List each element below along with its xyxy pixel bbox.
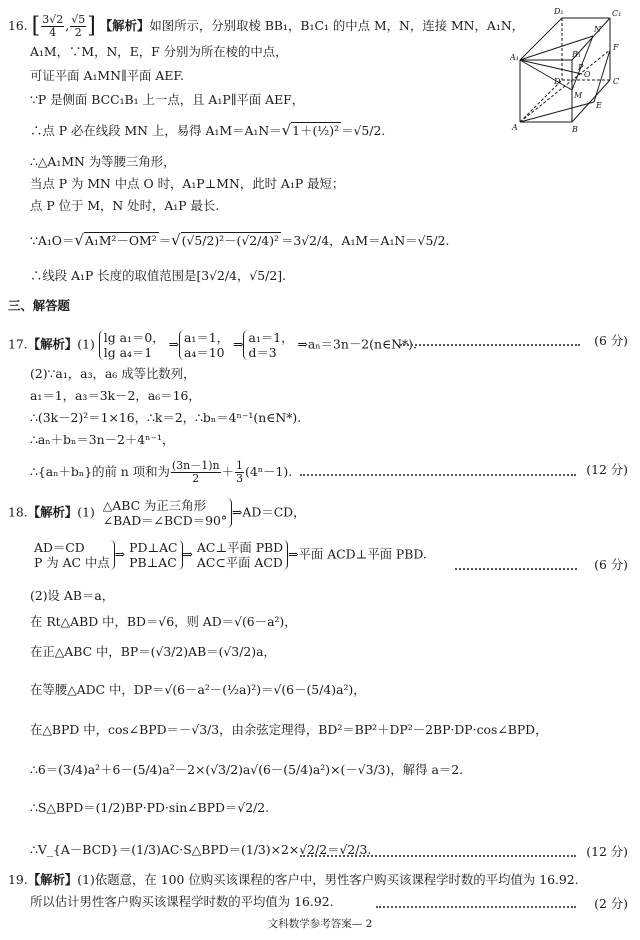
fig-label: M xyxy=(574,91,583,100)
fig-label: B₁ xyxy=(572,50,582,59)
cube-figure xyxy=(510,4,630,134)
fig-label: P xyxy=(578,63,584,72)
dot-leader xyxy=(400,344,580,346)
fig-label: A xyxy=(512,123,518,132)
fig-label: O xyxy=(584,70,591,79)
p18-line1: 18.【解析】(1) △ABC 为正三角形 ∠BAD＝∠BCD＝90° ⇒AD＝CD， xyxy=(8,498,306,528)
score: (6 分) xyxy=(594,333,628,348)
fig-label: B xyxy=(572,125,578,134)
bracket-open: [ xyxy=(31,13,41,39)
p16-line4: ∵P 是侧面 BCC₁B₁ 上一点，且 A₁P∥平面 AEF， xyxy=(30,92,305,107)
cube-edge xyxy=(520,60,582,74)
bracket-close: ] xyxy=(87,13,96,39)
page-footer: 文科数学参考答案— 2 xyxy=(267,918,373,930)
p16-line3: 可证平面 A₁MN∥平面 AEF. xyxy=(30,68,184,83)
score: (6 分) xyxy=(594,557,628,572)
p16-line9: ∵A₁O＝√A₁M²－OM² ＝√(√5/2)²－(√2/4)² ＝3√2/4，A₁M＝A₁N＝√5/2. xyxy=(30,231,450,249)
dot-leader xyxy=(300,855,576,857)
fig-label: F xyxy=(613,43,619,52)
p18-line2: (2)设 AB＝a， xyxy=(30,588,115,603)
p19-line1: 19.【解析】(1)依题意，在 100 位购买该课程的客户中，男性客户购买该课程学时数的平均值为 16.92. xyxy=(8,872,579,887)
p17-line6: ∴{aₙ＋bₙ}的前 n 项和为 $\frac{(3n-1)n}{2}$ ＋ $\frac{1}{3}$ (4ⁿ－1). xyxy=(30,459,293,485)
problem-number: 16. xyxy=(8,18,28,33)
p16-line1: 如图所示，分别取棱 BB₁，B₁C₁ 的中点 M，N，连接 MN，A₁N， xyxy=(149,18,525,33)
p16-line6: ∴△A₁MN 为等腰三角形， xyxy=(30,154,176,169)
fig-label: D₁ xyxy=(554,7,564,16)
p17-line3: a₁＝1，a₃＝3k－2，a₆＝16， xyxy=(30,388,201,403)
score: (12 分) xyxy=(586,844,628,859)
cube-edge xyxy=(520,36,593,60)
cube-edge xyxy=(520,102,594,122)
p16-line2: A₁M，∵M，N，E，F 分别为所在棱的中点， xyxy=(30,44,288,59)
fig-label: N xyxy=(594,25,601,34)
score: (2 分) xyxy=(594,896,628,911)
cube-edge xyxy=(594,50,610,102)
dot-leader xyxy=(376,906,576,908)
p19-line2: 所以估计男性客户购买该课程学时数的平均值为 16.92. xyxy=(30,894,334,909)
system-2: a₁＝1， a₄＝10 xyxy=(179,330,233,360)
hidden-edge xyxy=(520,50,610,122)
hidden-edge xyxy=(520,80,562,122)
system-3: a₁＝1， d＝3 xyxy=(243,330,297,360)
p18-line8: ∴S△BPD＝(1/2)BP·PD·sin∠BPD＝√2/2. xyxy=(30,800,270,815)
p18-line5: 在等腰△ADC 中，DP＝√(6－a²－(½a)²)＝√(6－(5/4)a²)， xyxy=(30,682,366,697)
fig-label: C xyxy=(613,77,620,86)
p18-line1b: AD＝CD P 为 AC 中点 ⇒ PD⊥AC PB⊥AC ⇒ AC⊥平面 PBD AC⊂平面 ACD ⇒平面 ACD⊥平面 PBD. xyxy=(30,540,427,570)
fig-label: A₁ xyxy=(510,53,519,62)
answer-fraction-1: $\frac{3√2}{4}$ xyxy=(42,13,64,39)
p17-line5: ∴aₙ＋bₙ＝3n－2＋4ⁿ⁻¹， xyxy=(30,432,175,447)
section-title: 三、解答题 xyxy=(8,298,70,313)
sqrt-expression: 1＋(½)² xyxy=(292,123,340,138)
p18-line6: 在△BPD 中，cos∠BPD＝－√3/3，由余弦定理得，BD²＝BP²＋DP²－2BP·DP·cos∠BPD， xyxy=(30,722,548,737)
p17-line1: 17.【解析】(1) lg a₁＝0， lg a₄＝1 ⇒ a₁＝1， a₄＝10 ⇒ a₁＝1， d＝3 ⇒aₙ＝3n－2(n∈N*). xyxy=(8,330,417,360)
analysis-tag: 【解析】 xyxy=(99,18,150,33)
problem16-header: 16. [ $\frac{3√2}{4}$ , $\frac{√5}{2}$ ] 【解析】如图所示，分别取棱 BB₁，B₁C₁ 的中点 M，N，连接 MN，A₁N， xyxy=(8,13,525,39)
p16-line8: 点 P 位于 M，N 处时，A₁P 最长. xyxy=(30,198,220,213)
p18-line9: ∴V_{A－BCD}＝(1/3)AC·S△BPD＝(1/3)×2×√2/2＝√2/3. xyxy=(30,842,372,857)
p16-line5: ∴点 P 必在线段 MN 上，易得 A₁M＝A₁N＝√1＋(½)² ＝√5/2. xyxy=(30,121,386,139)
p18-line3: 在 Rt△ABD 中，BD＝√6，则 AD＝√(6－a²)， xyxy=(30,614,297,629)
fig-label: C₁ xyxy=(612,9,622,18)
p18-line7: ∴6＝(3/4)a²＋6－(5/4)a²－2×(√3/2)a√(6－(5/4)a²)×(－√3/3)，解得 a＝2. xyxy=(30,762,464,777)
p16-line10: ∴线段 A₁P 长度的取值范围是[3√2/4，√5/2]. xyxy=(30,268,286,283)
dot-leader xyxy=(300,474,576,476)
p17-line2: (2)∵a₁，a₃，a₆ 成等比数列， xyxy=(30,366,196,381)
cube-edge xyxy=(572,80,610,122)
answer-fraction-2: $\frac{√5}{2}$ xyxy=(71,13,86,39)
p16-line7: 当点 P 为 MN 中点 O 时，A₁P⊥MN，此时 A₁P 最短； xyxy=(30,176,345,191)
p18-line4: 在正△ABC 中，BP＝(√3/2)AB＝(√3/2)a， xyxy=(30,644,276,659)
system-1: lg a₁＝0， lg a₄＝1 xyxy=(99,330,169,360)
cube-edge xyxy=(520,18,562,60)
fig-label: D xyxy=(554,77,561,86)
fig-label: E xyxy=(596,101,602,110)
score: (12 分) xyxy=(586,462,628,477)
p17-line4: ∴(3k－2)²＝1×16，∴k＝2，∴bₙ＝4ⁿ⁻¹(n∈N*). xyxy=(30,410,302,425)
cube-edge xyxy=(520,60,572,90)
dot-leader xyxy=(455,568,577,570)
